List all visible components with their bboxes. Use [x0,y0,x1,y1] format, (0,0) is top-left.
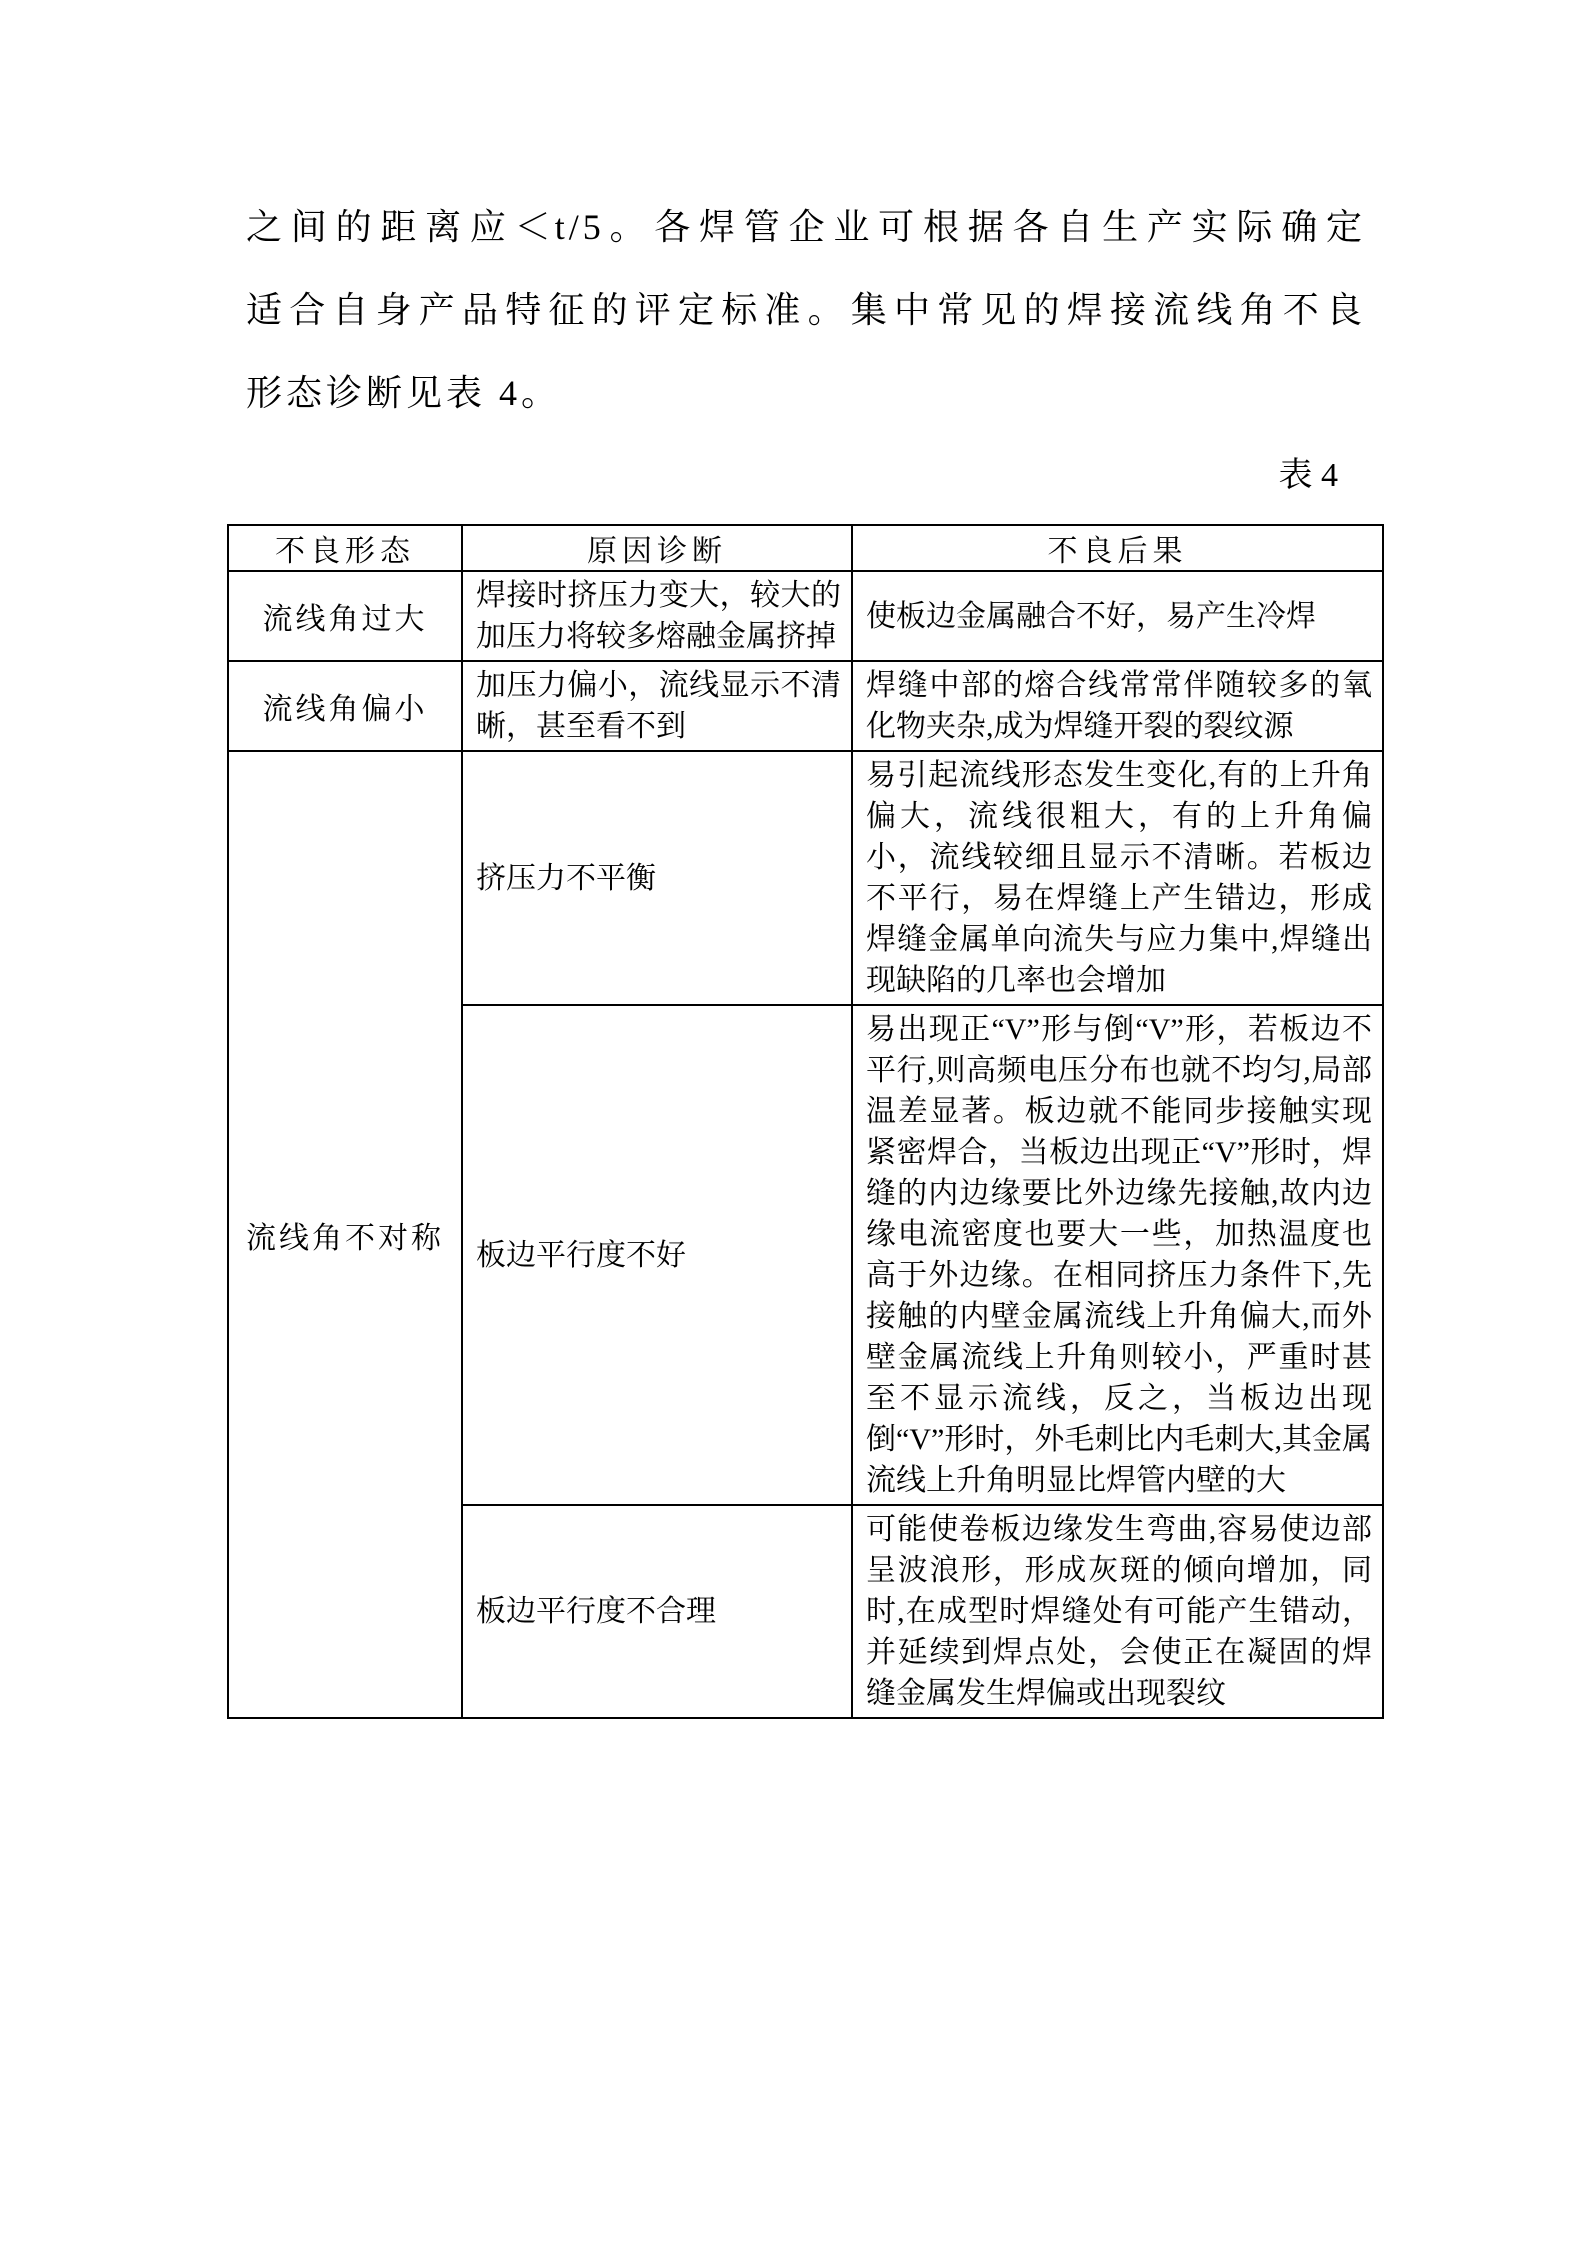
form-cell-angle-too-small: 流线角偏小 [228,661,462,751]
table-caption: 表 4 [1278,457,1338,494]
cause-cell-unbalanced-pressure: 挤压力不平衡 [462,751,852,1005]
cause-cell-poor-parallelism: 板边平行度不好 [462,1005,852,1505]
consequence-cell-angle-too-large: 使板边金属融合不好，易产生冷焊 [852,571,1383,661]
form-cell-asymmetric: 流线角不对称 [228,751,462,1718]
consequence-cell-unreasonable-parallelism: 可能使卷板边缘发生弯曲,容易使边部呈波浪形，形成灰斑的倾向增加，同时,在成型时焊缝处有可能产生错动，并延续到焊点处，会使正在凝固的焊缝金属发生焊偏或出现裂纹 [852,1505,1383,1718]
cause-cell-unreasonable-parallelism: 板边平行度不合理 [462,1505,852,1718]
form-cell-angle-too-large: 流线角过大 [228,571,462,661]
intro-paragraph [246,186,1366,435]
paragraph-line-2: 适合自身产品特征的评定标准。集中常见的焊接流线角不良 [246,290,1366,330]
paragraph-line-3: 形态诊断见表 4。 [246,373,562,413]
consequence-cell-poor-parallelism: 易出现正“V”形与倒“V”形，若板边不平行,则高频电压分布也就不均匀,局部温差显著。板边就不能同步接触实现紧密焊合，当板边出现正“V”形时，焊缝的内边缘要比外边缘先接触,故内边缘电流密度也要大一些，加热温度也高于外边缘。在相同挤压力条件下,先接触的内壁金属流线上升角偏大,而外壁金属流线上升角则较小，严重时甚至不显示流线，反之，当板边出现倒“V”形时，外毛刺比内毛刺大,其金属流线上升角明显比焊管内壁的大 [852,1005,1383,1505]
table-row-angle-too-small [228,661,1383,751]
header-cell-consequence: 不良后果 [852,525,1383,571]
cause-cell-angle-too-small: 加压力偏小，流线显示不清晰，甚至看不到 [462,661,852,751]
consequence-cell-unbalanced-pressure: 易引起流线形态发生变化,有的上升角偏大，流线很粗大，有的上升角偏小，流线较细且显示不清晰。若板边不平行，易在焊缝上产生错边，形成焊缝金属单向流失与应力集中,焊缝出现缺陷的几率也会增加 [852,751,1383,1005]
table-row-asymmetric-sub1 [228,751,1383,1005]
paragraph-line-1: 之间的距离应＜t/5。各焊管企业可根据各自生产实际确定 [246,207,1366,247]
defect-table [227,524,1384,1719]
header-cell-cause: 原因诊断 [462,525,852,571]
cause-cell-angle-too-large: 焊接时挤压力变大，较大的加压力将较多熔融金属挤掉 [462,571,852,661]
header-cell-form: 不良形态 [228,525,462,571]
consequence-cell-angle-too-small: 焊缝中部的熔合线常常伴随较多的氧化物夹杂,成为焊缝开裂的裂纹源 [852,661,1383,751]
table-row-angle-too-large [228,571,1383,661]
table-header-row [228,525,1383,571]
